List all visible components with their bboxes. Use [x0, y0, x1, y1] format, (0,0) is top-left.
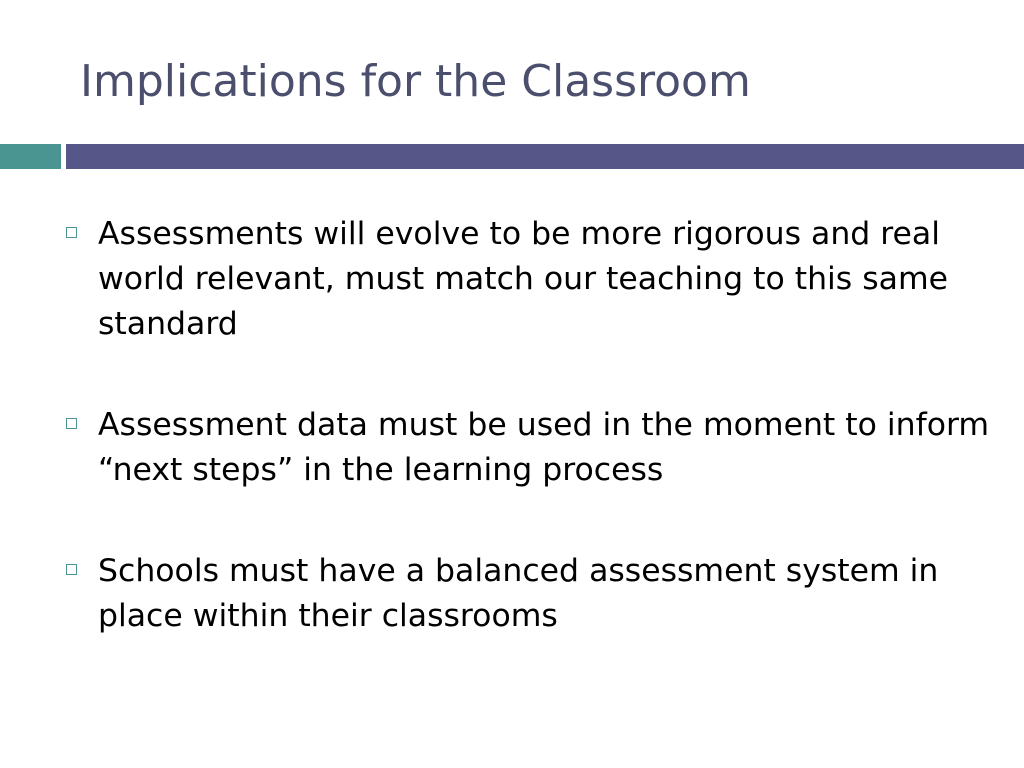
bullet-text: Assessments will evolve to be more rigorous and real world relevant, must match our teaching to this same standard [98, 216, 949, 342]
bullet-item [0, 212, 1003, 347]
bullet-item [0, 549, 1003, 639]
title-accent-bar-indigo [66, 144, 1024, 169]
square-bullet-icon [66, 227, 77, 238]
bullet-item [0, 403, 1003, 493]
square-bullet-icon [66, 418, 77, 429]
slide-title: Implications for the Classroom [80, 56, 751, 107]
bullet-list [0, 212, 1003, 695]
bullet-text: Schools must have a balanced assessment system in place within their classrooms [98, 553, 939, 634]
square-bullet-icon [66, 564, 77, 575]
title-accent-bar-teal [0, 144, 61, 169]
bullet-text: Assessment data must be used in the moment to inform “next steps” in the learning process [98, 407, 990, 488]
